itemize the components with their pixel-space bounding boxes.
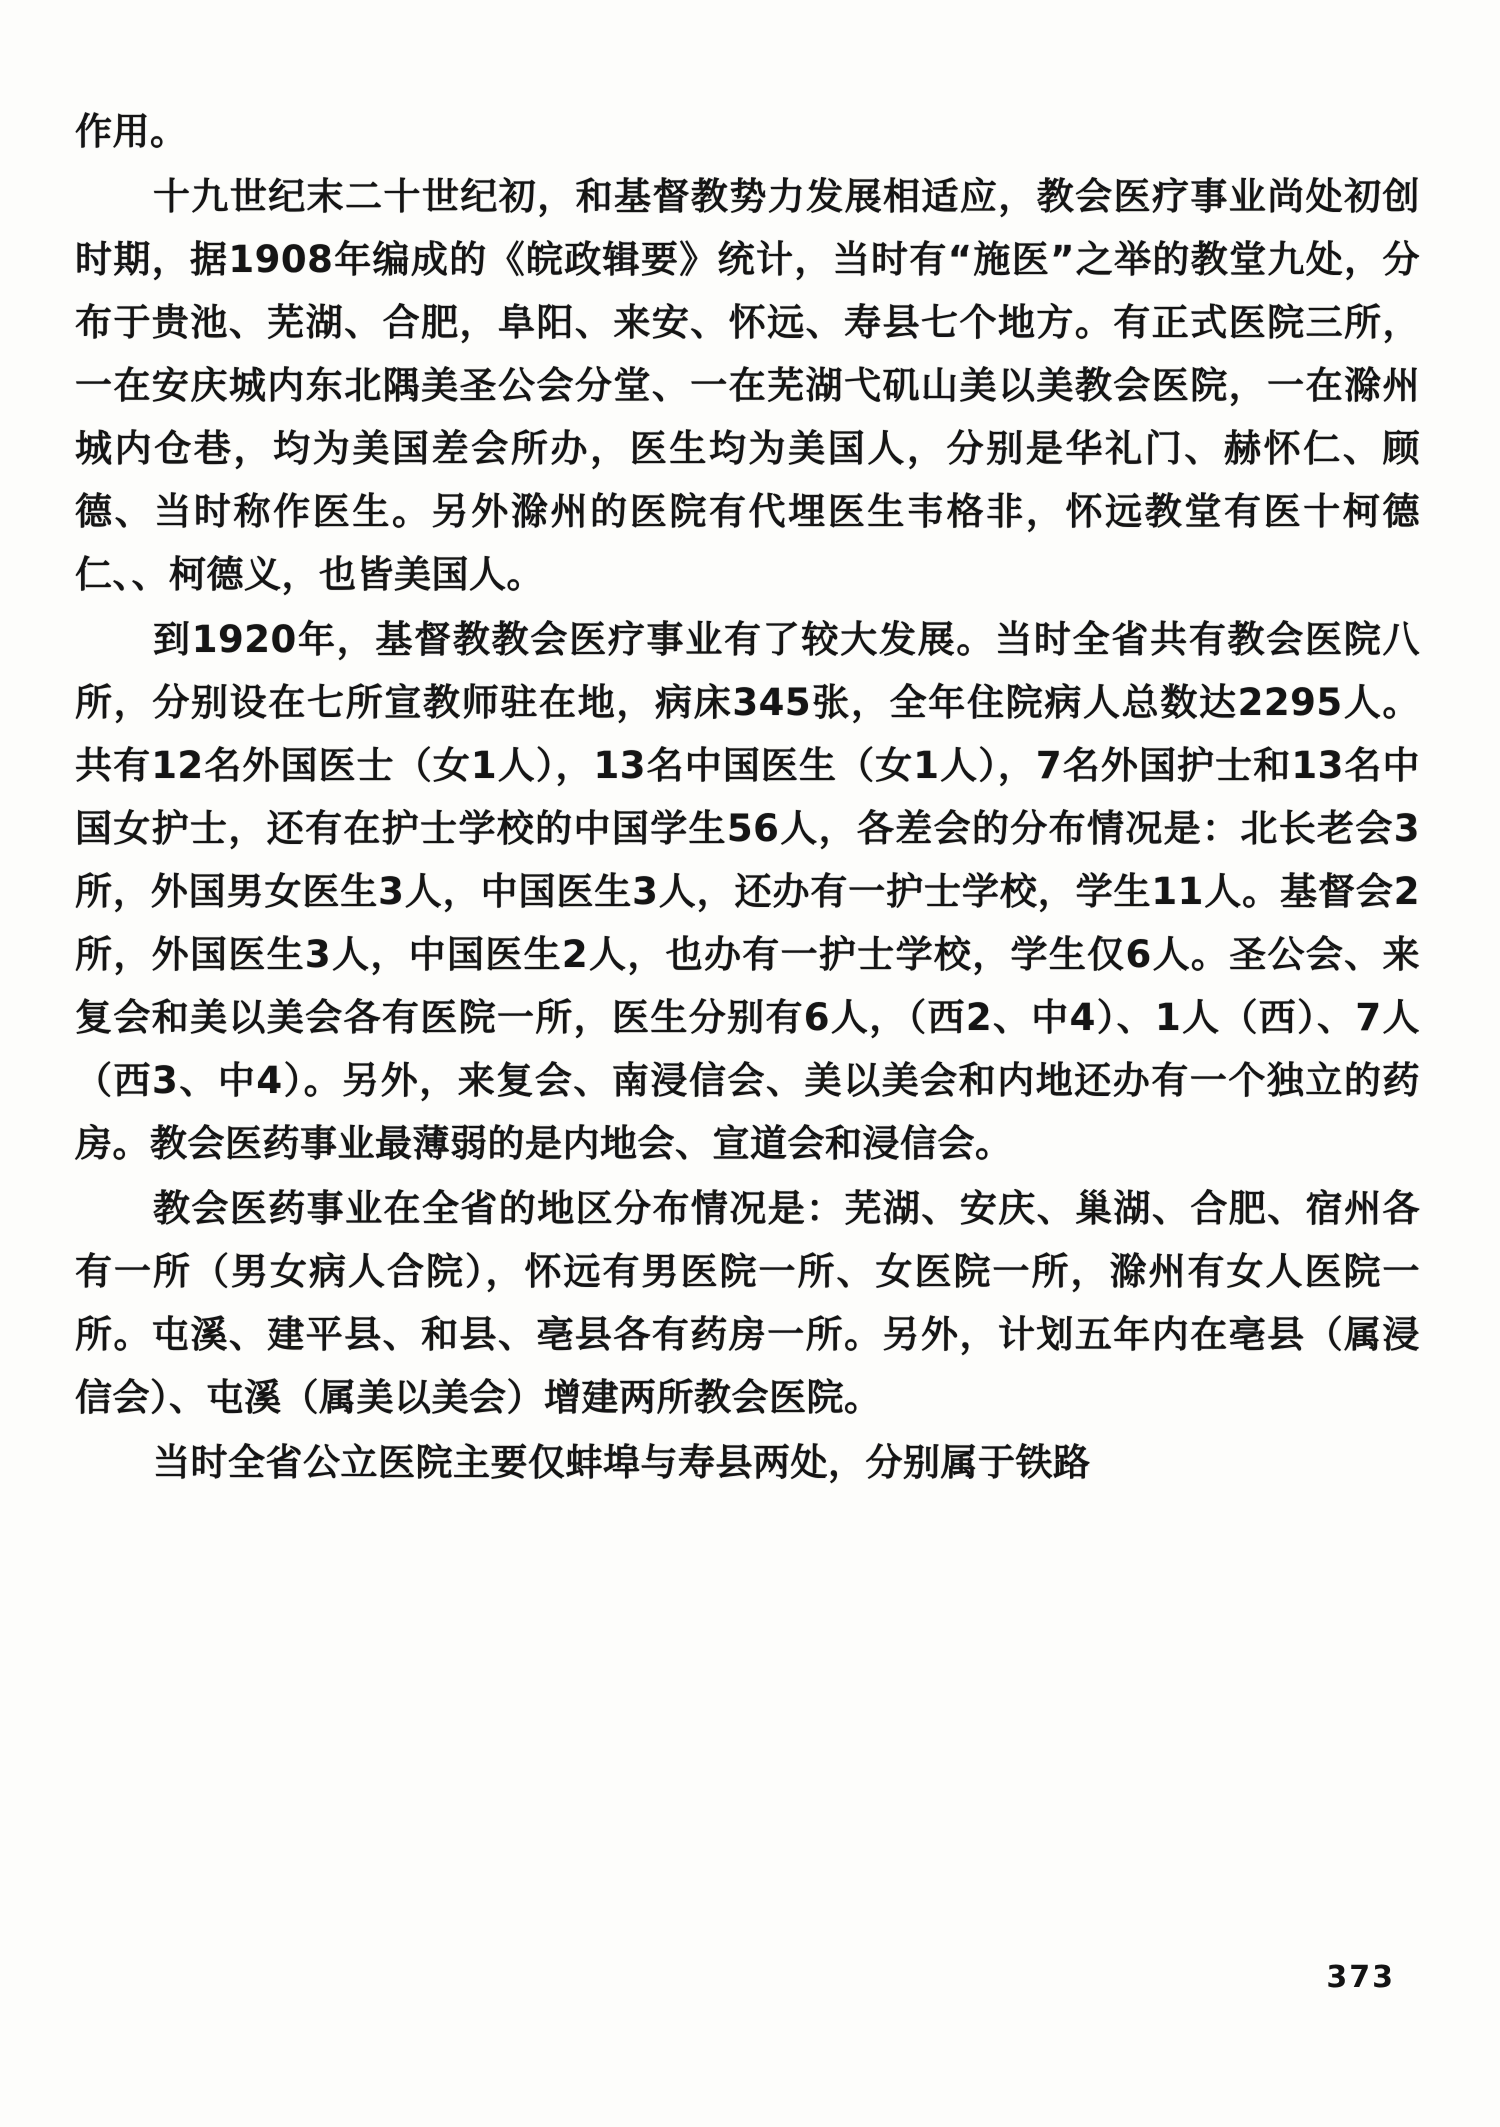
paragraph-5: 当时全省公立医院主要仅蚌埠与寿县两处，分别属于铁路	[153, 1441, 1091, 1484]
paragraph-4: 教会医药事业在全省的地区分布情况是：芜湖、安庆、巢湖、合肥、宿州各有一所（男女病人合院），怀远有男医院一所、女医院一所，滁州有女人医院一所。屯溪、建平县、和县、亳县各有药房一所。另外，计划五年内在亳县（属浸信会）、屯溪（属美以美会）增建两所教会医院。	[75, 1187, 1420, 1419]
paragraph-1: 作用。	[75, 110, 188, 153]
paragraph-2: 十九世纪末二十世纪初，和基督教势力发展相适应，教会医疗事业尚处初创时期，据1908年编成的《皖政辑要》统计，当时有“施医”之举的教堂九处，分布于贵池、芜湖、合肥，阜阳、来安、怀远、寿县七个地方。有正式医院三所，一在安庆城内东北隅美圣公会分堂、一在芜湖弋矶山美以美教会医院，一在滁州城内仓巷，均为美国差会所办，医生均为美国人，分别是华礼门、赫怀仁、顾德、当时称作医生。另外滁州的医院有代埋医生韦格非，怀远教堂有医十柯德仁、、柯德义，也皆美国人。	[75, 175, 1420, 596]
paragraph-3: 到1920年，基督教教会医疗事业有了较大发展。当时全省共有教会医院八所，分别设在七所宣教师驻在地，病床345张，全年住院病人总数达2295人。共有12名外国医士（女1人），13名中国医生（女1人），7名外国护士和13名中国女护士，还有在护士学校的中国学生56人，各差会的分布情况是：北长老会3所，外国男女医生3人，中国医生3人，还办有一护士学校，学生11人。基督会2所，外国医生3人，中国医生2人，也办有一护士学校，学生仅6人。圣公会、来复会和美以美会各有医院一所，医生分别有6人，（西2、中4）、1人（西）、7人（西3、中4）。另外，来复会、南浸信会、美以美会和内地还办有一个独立的药房。教会医药事业最薄弱的是内地会、宣道会和浸信会。	[75, 618, 1420, 1165]
body-text	[75, 100, 1420, 1496]
page-number: 373	[1326, 1960, 1395, 1995]
